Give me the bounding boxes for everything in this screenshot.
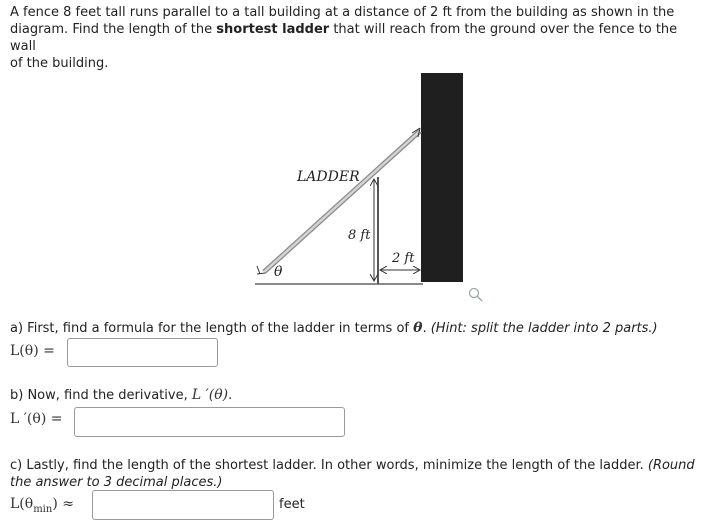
part-b-prompt-math: L ′(θ) (191, 387, 229, 403)
part-b-prompt-pre: b) Now, find the derivative, (10, 388, 192, 403)
part-a-theta: θ (413, 320, 423, 336)
part-c-prompt-line-1 (10, 457, 700, 474)
part-c-prompt-line-2: the answer to 3 decimal places.) (10, 475, 223, 490)
intro-line-2-pre: diagram. Find the length of the (10, 22, 217, 37)
intro-line-2-bold: shortest ladder (216, 22, 330, 37)
part-c-answer-input[interactable] (92, 490, 274, 520)
zoom-icon[interactable] (470, 289, 483, 302)
part-c-lhs-sub: min (33, 503, 53, 515)
part-b-answer-input[interactable] (74, 407, 345, 437)
part-c-prompt-line-1-ital: (Round (647, 458, 695, 473)
part-c-lhs-post: ) ≈ (52, 496, 74, 512)
part-a-prompt-pre: a) First, find a formula for the length of the ladder in terms of (10, 321, 414, 336)
intro-line-2-post: that will reach from the ground over the fence to the wall (10, 22, 678, 54)
ladder-end-arrow-bottom-2 (257, 273, 265, 274)
part-c-prompt-line-1-pre: c) Lastly, find the length of the shortest ladder. In other words, minimize the length of the ladder. (10, 458, 648, 473)
part-b-prompt (10, 387, 700, 404)
part-a-prompt (10, 320, 700, 337)
building (421, 73, 463, 282)
part-c-prompt (10, 457, 700, 491)
gap-label: 2 ft (392, 251, 415, 266)
intro-line-1: A fence 8 feet tall runs parallel to a tall building at a distance of 2 ft from the building as shown in the (10, 5, 675, 20)
part-c-lhs-pre: L(θ (10, 496, 34, 512)
theta-label: θ (274, 264, 283, 280)
intro-line-3: of the building. (10, 56, 109, 71)
ladder-label: LADDER (297, 169, 360, 185)
part-b-prompt-post: . (228, 388, 233, 403)
part-a-prompt-post: . (422, 321, 431, 336)
ladder-end-arrow-bottom (257, 266, 260, 274)
fence-height-label: 8 ft (348, 228, 371, 243)
part-b-lhs: L ′(θ) = (10, 411, 63, 427)
part-c-lhs (10, 496, 74, 515)
part-c-unit: feet (279, 497, 305, 512)
part-a-hint: (Hint: split the ladder into 2 parts.) (430, 321, 658, 336)
part-a-answer-input[interactable] (67, 338, 218, 367)
part-a-lhs: L(θ) = (10, 343, 55, 359)
